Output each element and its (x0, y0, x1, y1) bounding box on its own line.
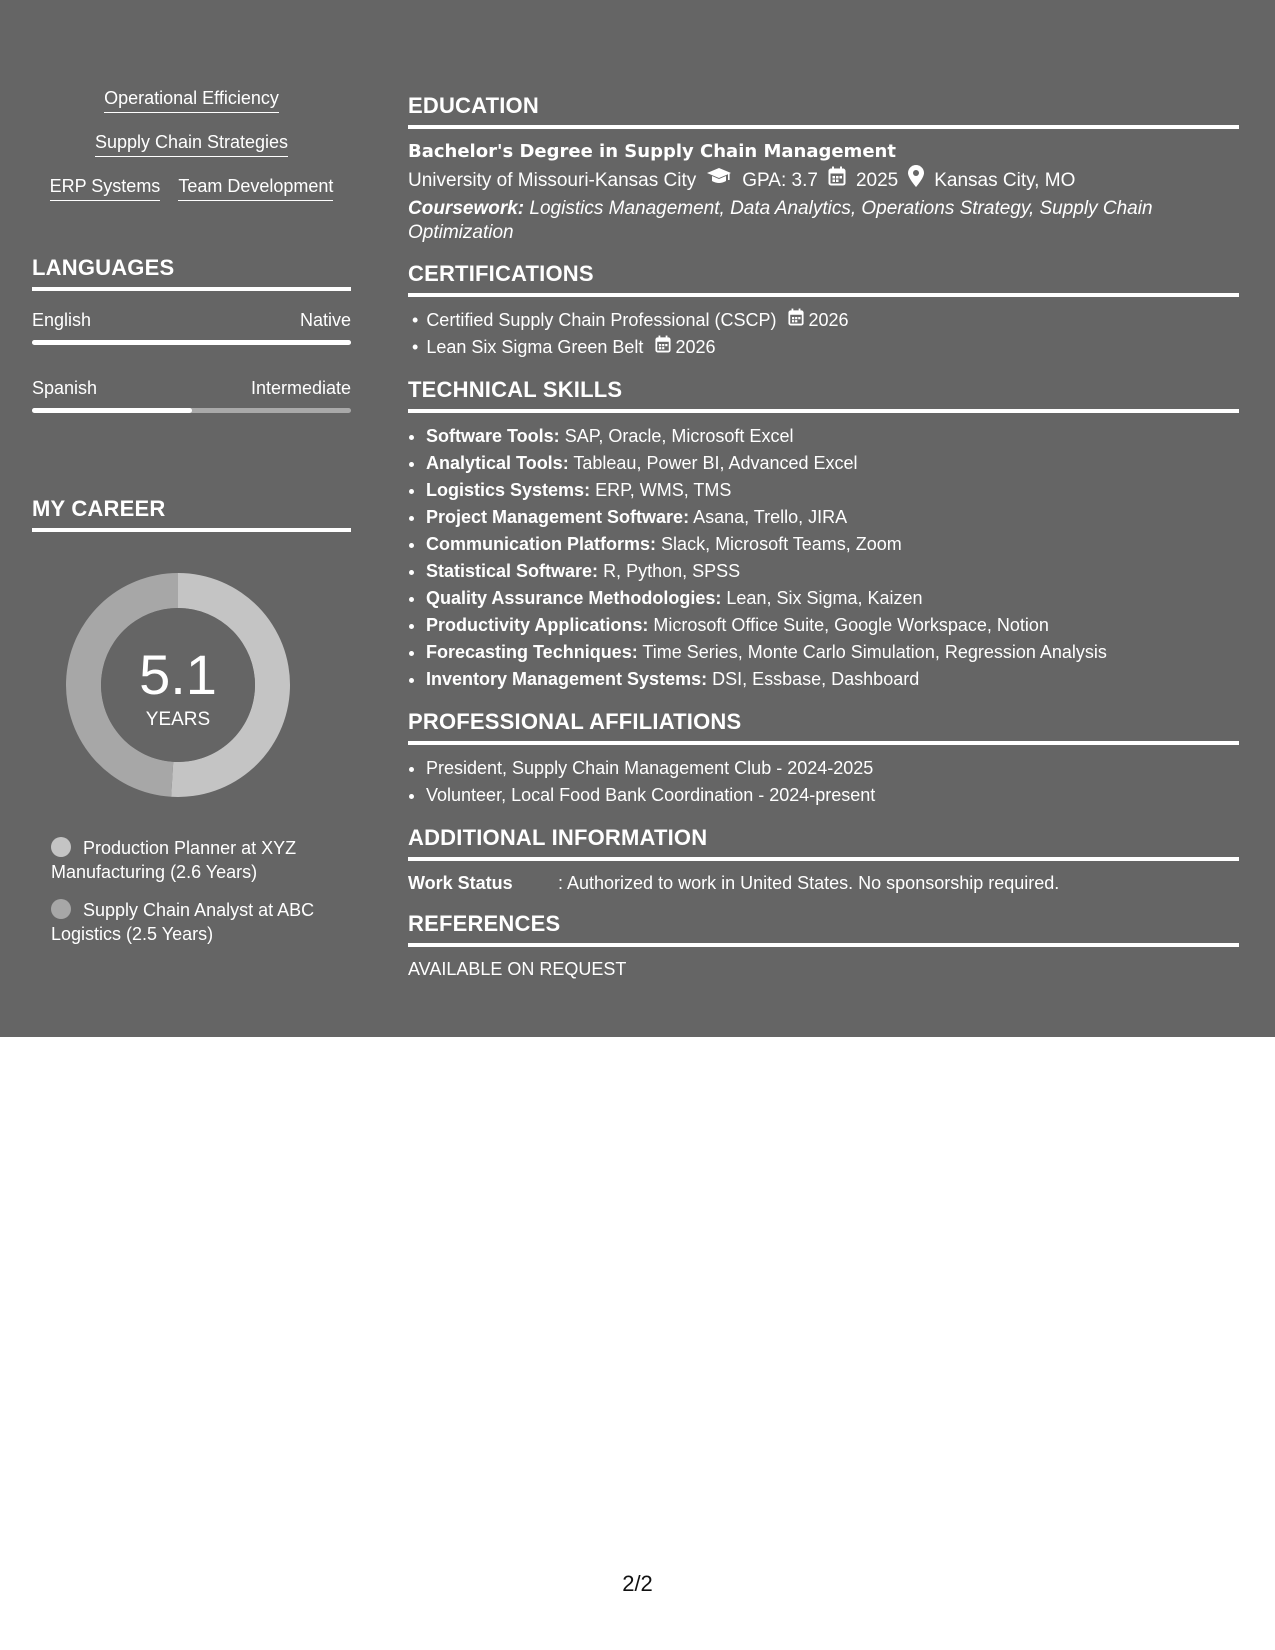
affiliation-item: • President, Supply Chain Management Club - 2024-2025 (426, 755, 1239, 782)
technical-skills-section (408, 377, 1239, 693)
language-name: Spanish (32, 378, 98, 398)
certification-item (426, 307, 1239, 334)
certifications-section (408, 261, 1239, 361)
language-level: Intermediate (250, 378, 351, 398)
work-status-value: : Authorized to work in United States. No sponsorship required. (558, 873, 1060, 893)
coursework-label: Coursework: (408, 198, 525, 219)
skill-tag: Operational Efficiency (104, 85, 279, 113)
location: Kansas City, MO (934, 170, 1076, 191)
career-legend (51, 836, 341, 960)
affiliations-list (408, 755, 1239, 809)
degree-title: Bachelor's Degree in Supply Chain Management (408, 141, 896, 162)
education-details (408, 165, 1239, 197)
legend-dot-icon (51, 899, 71, 919)
skill-label: Statistical Software: (426, 561, 599, 581)
skill-value: Microsoft Office Suite, Google Workspace, Notion (653, 615, 1049, 635)
skill-label: Inventory Management Systems: (426, 669, 708, 689)
certification-item (426, 334, 1239, 361)
proficiency-fill (32, 340, 351, 345)
skill-item (426, 477, 1239, 504)
career-years-unit: YEARS (145, 709, 211, 730)
skill-value: Tableau, Power BI, Advanced Excel (573, 453, 858, 473)
skill-item (426, 531, 1239, 558)
skill-item (426, 585, 1239, 612)
skill-value: DSI, Essbase, Dashboard (712, 669, 920, 689)
certifications-list (408, 307, 1239, 361)
references-section (408, 911, 1239, 981)
career-total-years: 5.1 (139, 643, 217, 706)
calendar-icon (788, 307, 804, 334)
language-item (32, 377, 351, 413)
skill-tags (32, 85, 351, 217)
skill-value: ERP, WMS, TMS (595, 480, 732, 500)
skill-tag: Supply Chain Strategies (95, 129, 288, 157)
skill-value: Lean, Six Sigma, Kaizen (726, 588, 923, 608)
gpa: GPA: 3.7 (742, 170, 818, 191)
education-section (408, 93, 1239, 245)
certification-year: 2026 (675, 337, 716, 357)
affiliations-section (408, 709, 1239, 809)
location-pin-icon (908, 165, 924, 197)
skill-label: Forecasting Techniques: (426, 642, 638, 662)
skill-value: Slack, Microsoft Teams, Zoom (661, 534, 902, 554)
work-status-label: Work Status (408, 873, 513, 893)
page-number: 2/2 (622, 1571, 653, 1596)
proficiency-bar (32, 340, 351, 345)
skill-label: Project Management Software: (426, 507, 690, 527)
language-name: English (32, 310, 92, 330)
calendar-icon (655, 334, 671, 361)
skill-value: R, Python, SPSS (603, 561, 741, 581)
job-label: Supply Chain Analyst at ABC Logistics (2.5 Years) (51, 900, 315, 944)
language-level: Native (299, 310, 351, 330)
school-name: University of Missouri-Kansas City (408, 170, 697, 191)
career-section (32, 496, 351, 944)
skill-value: Time Series, Monte Carlo Simulation, Regression Analysis (642, 642, 1107, 662)
career-legend-item (51, 836, 341, 884)
skill-item (426, 450, 1239, 477)
skill-item (426, 423, 1239, 450)
skill-label: Communication Platforms: (426, 534, 657, 554)
section-title: MY CAREER (32, 496, 351, 532)
right-column (408, 93, 1239, 997)
skill-label: Logistics Systems: (426, 480, 591, 500)
coursework (408, 197, 1239, 245)
work-status-row (408, 871, 1239, 895)
job-label: Production Planner at XYZ Manufacturing (2.6 Years) (51, 838, 297, 882)
skill-value: SAP, Oracle, Microsoft Excel (564, 426, 794, 446)
proficiency-fill (32, 408, 192, 413)
career-donut-chart (66, 573, 290, 797)
skill-tag: ERP Systems (50, 173, 161, 201)
language-item (32, 309, 351, 345)
languages-section (32, 255, 351, 413)
career-legend-item (51, 898, 341, 946)
section-title: LANGUAGES (32, 255, 351, 291)
skill-value: Asana, Trello, JIRA (693, 507, 848, 527)
references-text: AVAILABLE ON REQUEST (408, 959, 627, 979)
certification-year: 2026 (808, 310, 849, 330)
certification-name: • Certified Supply Chain Professional (CSCP) (426, 310, 777, 330)
skill-item (426, 639, 1239, 666)
section-title: EDUCATION (408, 93, 1239, 129)
section-title: ADDITIONAL INFORMATION (408, 825, 1239, 861)
skill-label: Software Tools: (426, 426, 560, 446)
section-title: TECHNICAL SKILLS (408, 377, 1239, 413)
graduation-year: 2025 (855, 170, 899, 191)
proficiency-bar (32, 408, 351, 413)
legend-dot-icon (51, 837, 71, 857)
technical-skills-list (408, 423, 1239, 693)
coursework-list: Logistics Management, Data Analytics, Operations Strategy, Supply Chain Optimization (408, 198, 1153, 243)
certification-name: • Lean Six Sigma Green Belt (426, 337, 644, 357)
graduation-cap-icon (706, 166, 732, 196)
section-title: PROFESSIONAL AFFILIATIONS (408, 709, 1239, 745)
skill-item (426, 504, 1239, 531)
section-title: REFERENCES (408, 911, 1239, 947)
additional-info-section (408, 825, 1239, 895)
skill-item (426, 612, 1239, 639)
skill-label: Quality Assurance Methodologies: (426, 588, 722, 608)
skill-item (426, 558, 1239, 585)
skill-label: Productivity Applications: (426, 615, 649, 635)
calendar-icon (828, 166, 846, 196)
skill-label: Analytical Tools: (426, 453, 569, 473)
skill-tag: Team Development (178, 173, 333, 201)
affiliation-item: • Volunteer, Local Food Bank Coordination - 2024-present (426, 782, 1239, 809)
skill-item (426, 666, 1239, 693)
section-title: CERTIFICATIONS (408, 261, 1239, 297)
